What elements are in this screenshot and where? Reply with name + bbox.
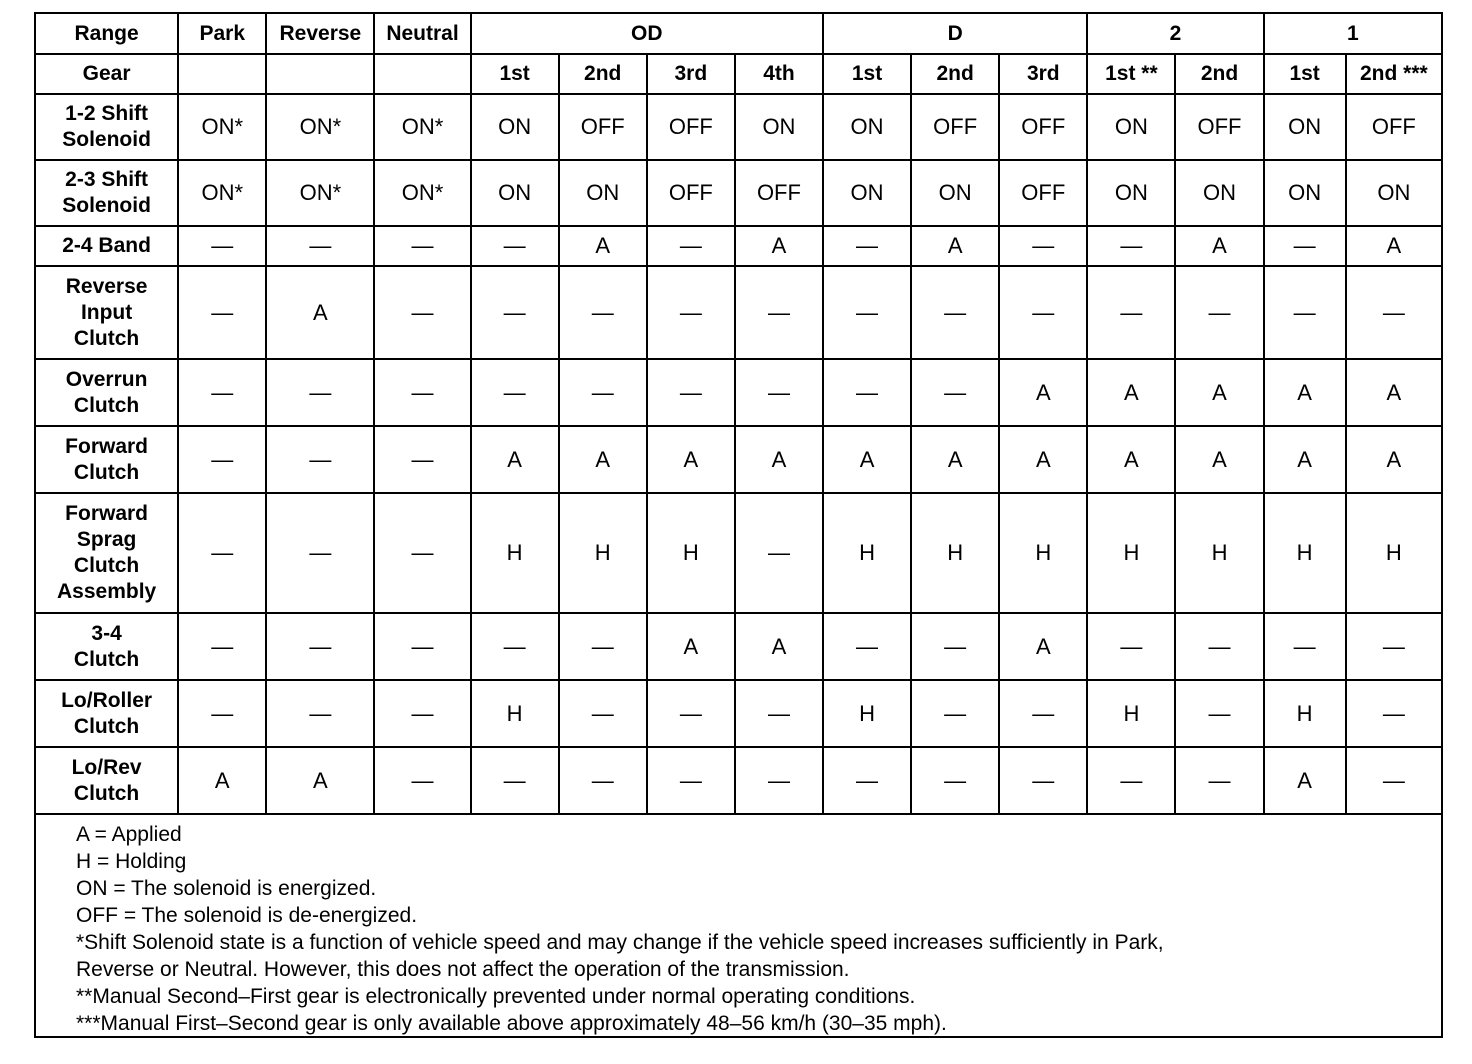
status-cell: H [647,493,735,613]
status-cell: — [1264,226,1346,266]
status-cell: A [911,426,999,493]
status-cell: A [559,226,647,266]
status-cell: OFF [647,94,735,160]
gear-cell [178,54,266,94]
table-row [36,613,1441,680]
legend-line: **Manual Second–First gear is electronically prevented under normal operating conditions. [76,985,916,1008]
component-label [36,426,178,493]
status-cell: ON* [178,160,266,226]
status-cell: — [911,359,999,426]
status-cell: OFF [1175,94,1263,160]
status-cell: — [911,266,999,359]
table-row [36,493,1441,613]
status-cell: — [823,226,911,266]
component-label-line: Clutch [73,647,140,671]
status-cell: — [911,613,999,680]
status-cell: — [266,426,374,493]
status-cell: — [735,359,823,426]
status-cell: ON [1175,160,1263,226]
gear-cell: 1st ** [1087,54,1175,94]
component-label-line: Clutch [73,554,140,577]
status-cell: — [999,747,1087,814]
status-cell: ON [823,94,911,160]
status-cell: — [471,747,559,814]
status-cell: — [471,226,559,266]
status-cell: A [1175,226,1263,266]
gear-cell [374,54,470,94]
status-cell: A [999,359,1087,426]
status-cell: — [1087,613,1175,680]
range-d: D [823,14,1087,54]
status-cell: — [1175,613,1263,680]
status-cell: — [266,226,374,266]
range-neutral: Neutral [374,14,470,54]
status-cell: — [559,266,647,359]
table-row [36,226,1441,266]
status-cell: — [374,747,470,814]
status-cell: A [647,426,735,493]
component-label-line: 2-3 Shift [65,168,149,191]
component-label [36,226,178,266]
component-label [36,160,178,226]
status-cell: A [1346,426,1441,493]
gear-cell: 2nd *** [1346,54,1441,94]
range-header-row [36,14,1441,54]
status-cell: A [999,426,1087,493]
status-cell: OFF [999,94,1087,160]
status-cell: H [1264,680,1346,747]
status-cell: H [471,680,559,747]
status-cell: — [178,426,266,493]
status-cell: — [999,266,1087,359]
status-cell: — [178,680,266,747]
status-cell: — [823,613,911,680]
status-cell: H [823,493,911,613]
component-application-table [36,14,1441,815]
status-cell: — [178,613,266,680]
component-label-line: Clutch [73,460,140,484]
component-label [36,94,178,160]
status-cell: — [1175,266,1263,359]
status-cell: A [735,613,823,680]
status-cell: A [178,747,266,814]
legend-line: ***Manual First–Second gear is only available above approximately 48–56 km/h (30–35 mph). [76,1012,947,1035]
component-label [36,359,178,426]
gear-cell: 1st [471,54,559,94]
gear-cell: 3rd [999,54,1087,94]
status-cell: — [999,226,1087,266]
status-cell: A [266,747,374,814]
component-label [36,493,178,613]
status-cell: — [735,680,823,747]
status-cell: ON [471,160,559,226]
component-label-line: Sprag [76,528,137,551]
status-cell: — [266,359,374,426]
gear-header: Gear [36,54,178,94]
legend [36,815,1441,1037]
status-cell: — [374,613,470,680]
component-label-line: Assembly [56,580,157,603]
status-cell: — [999,680,1087,747]
status-cell: — [1346,680,1441,747]
legend-line: ON = The solenoid is energized. [76,877,377,900]
status-cell: — [559,680,647,747]
component-label-line: Clutch [73,393,140,417]
gear-cell: 2nd [559,54,647,94]
status-cell: ON [911,160,999,226]
range-header: Range [36,14,178,54]
component-label-line: Clutch [73,781,140,805]
status-cell: — [1087,747,1175,814]
component-label [36,613,178,680]
status-cell: OFF [735,160,823,226]
status-cell: A [266,266,374,359]
status-cell: A [1264,426,1346,493]
status-cell: — [374,493,470,613]
component-label-line: Forward [65,502,149,525]
gear-cell: 3rd [647,54,735,94]
status-cell: ON [559,160,647,226]
status-cell: A [1264,747,1346,814]
status-cell: ON* [266,160,374,226]
status-cell: ON [1346,160,1441,226]
status-cell: OFF [911,94,999,160]
range-reverse: Reverse [266,14,374,54]
status-cell: ON [471,94,559,160]
status-cell: — [471,359,559,426]
status-cell: OFF [647,160,735,226]
transmission-component-chart [34,12,1443,1038]
component-label-line: Clutch [73,714,140,738]
status-cell: — [178,226,266,266]
status-cell: — [1264,613,1346,680]
status-cell: A [1175,359,1263,426]
component-label-line: 2-4 Band [62,234,151,257]
component-label-line: Solenoid [62,194,151,217]
component-label-line: Reverse [65,274,148,298]
gear-cell: 2nd [911,54,999,94]
table-row [36,426,1441,493]
status-cell: — [1175,747,1263,814]
status-cell: H [1087,493,1175,613]
status-cell: ON [1087,94,1175,160]
table-row [36,160,1441,226]
status-cell: — [823,747,911,814]
status-cell: — [178,493,266,613]
component-label [36,747,178,814]
range-2: 2 [1087,14,1263,54]
status-cell: A [1346,359,1441,426]
status-cell: H [1175,493,1263,613]
gear-header-row [36,54,1441,94]
status-cell: — [559,613,647,680]
component-label-line: Lo/Roller [61,688,153,712]
status-cell: ON [1087,160,1175,226]
table-row [36,359,1441,426]
component-label-line: 3-4 [91,621,122,645]
gear-cell: 1st [823,54,911,94]
range-park: Park [178,14,266,54]
gear-cell: 1st [1264,54,1346,94]
status-cell: A [1087,359,1175,426]
status-cell: A [823,426,911,493]
status-cell: — [1087,226,1175,266]
status-cell: — [559,359,647,426]
component-label-line: Solenoid [62,128,151,151]
status-cell: OFF [559,94,647,160]
status-cell: H [823,680,911,747]
status-cell: OFF [999,160,1087,226]
status-cell: ON* [374,160,470,226]
gear-cell: 4th [735,54,823,94]
status-cell: — [266,493,374,613]
status-cell: — [823,266,911,359]
component-label [36,266,178,359]
gear-cell [266,54,374,94]
status-cell: A [911,226,999,266]
component-label [36,680,178,747]
status-cell: — [374,266,470,359]
legend-line: A = Applied [76,823,182,846]
range-od: OD [471,14,823,54]
status-cell: — [911,680,999,747]
status-cell: — [1175,680,1263,747]
status-cell: A [735,426,823,493]
status-cell: — [735,266,823,359]
status-cell: H [1346,493,1441,613]
status-cell: — [647,359,735,426]
status-cell: — [1087,266,1175,359]
status-cell: — [647,226,735,266]
status-cell: — [1346,747,1441,814]
status-cell: H [559,493,647,613]
component-label-line: Forward [65,434,149,458]
component-label-line: Clutch [73,326,140,350]
component-label-line: Overrun [65,367,148,391]
table-row [36,747,1441,814]
status-cell: — [647,680,735,747]
status-cell: — [1264,266,1346,359]
status-cell: — [374,359,470,426]
status-cell: A [559,426,647,493]
status-cell: A [471,426,559,493]
status-cell: H [1087,680,1175,747]
status-cell: — [374,426,470,493]
status-cell: H [999,493,1087,613]
status-cell: H [471,493,559,613]
status-cell: ON [823,160,911,226]
status-cell: — [178,266,266,359]
status-cell: A [999,613,1087,680]
status-cell: H [911,493,999,613]
status-cell: ON* [266,94,374,160]
status-cell: A [1175,426,1263,493]
status-cell: A [1264,359,1346,426]
status-cell: — [911,747,999,814]
status-cell: — [1346,266,1441,359]
status-cell: OFF [1346,94,1441,160]
status-cell: — [266,613,374,680]
status-cell: A [735,226,823,266]
component-label-line: Input [80,300,133,324]
status-cell: ON [1264,160,1346,226]
status-cell: ON* [374,94,470,160]
status-cell: — [647,266,735,359]
status-cell: — [471,266,559,359]
legend-line: H = Holding [76,850,187,873]
status-cell: — [647,747,735,814]
status-cell: A [647,613,735,680]
status-cell: — [559,747,647,814]
status-cell: — [178,359,266,426]
status-cell: ON [1264,94,1346,160]
component-label-line: 1-2 Shift [65,102,149,125]
legend-line: *Shift Solenoid state is a function of vehicle speed and may change if the vehicle speed increases sufficiently in Park, [76,931,1164,954]
table-row [36,94,1441,160]
legend-line: Reverse or Neutral. However, this does not affect the operation of the transmission. [76,958,850,981]
status-cell: A [1346,226,1441,266]
status-cell: ON* [178,94,266,160]
table-row [36,266,1441,359]
range-1: 1 [1264,14,1441,54]
status-cell: — [374,680,470,747]
status-cell: ON [735,94,823,160]
status-cell: — [735,493,823,613]
status-cell: — [823,359,911,426]
gear-cell: 2nd [1175,54,1263,94]
legend-line: OFF = The solenoid is de-energized. [76,904,418,927]
status-cell: — [735,747,823,814]
status-cell: A [1087,426,1175,493]
table-row [36,680,1441,747]
status-cell: H [1264,493,1346,613]
component-label-line: Lo/Rev [71,755,142,779]
status-cell: — [1346,613,1441,680]
status-cell: — [266,680,374,747]
status-cell: — [374,226,470,266]
status-cell: — [471,613,559,680]
